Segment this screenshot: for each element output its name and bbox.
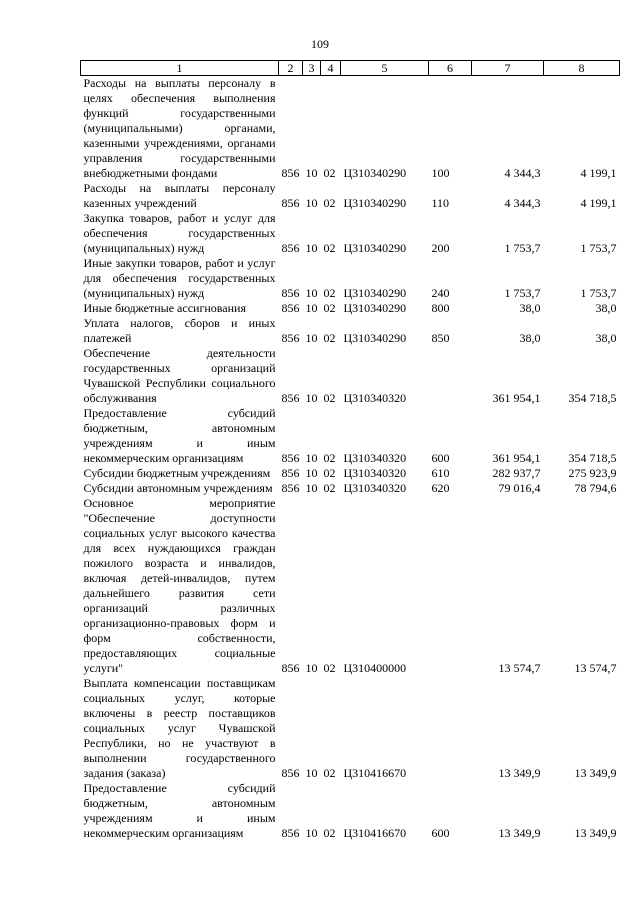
section-code: 10: [305, 451, 318, 465]
section-code: 10: [305, 286, 318, 300]
section-code: 10: [305, 391, 318, 405]
subsection-code: 02: [323, 166, 336, 180]
amount-year-2: 13 574,7: [574, 661, 617, 675]
amount-year-1: 361 954,1: [492, 391, 541, 405]
row-description: Предоставление субсидий бюджетным, автономным учреждениям и иным некоммерческим организациям: [83, 406, 276, 465]
amount-year-1: 1 753,7: [504, 241, 541, 255]
target-article-code: Ц310340290: [343, 331, 407, 345]
admin-code: 856: [281, 286, 300, 300]
section-code: 10: [305, 196, 318, 210]
row-description: Расходы на выплаты персоналу казенных учреждений: [83, 181, 276, 210]
table-row: [81, 316, 620, 346]
column-header: 5: [341, 61, 429, 76]
target-article-code: Ц310340320: [343, 481, 407, 495]
target-article-code: Ц310340290: [343, 166, 407, 180]
amount-year-1: 4 344,3: [504, 166, 541, 180]
admin-code: 856: [281, 661, 300, 675]
table-row: [81, 676, 620, 781]
target-article-code: Ц310416670: [343, 826, 407, 840]
amount-year-1: 13 349,9: [498, 826, 541, 840]
amount-year-1: 4 344,3: [504, 196, 541, 210]
amount-year-2: 13 349,9: [574, 766, 617, 780]
subsection-code: 02: [323, 466, 336, 480]
page-number: 109: [311, 37, 329, 51]
amount-year-1: 38,0: [519, 331, 541, 345]
table-header: [81, 61, 620, 76]
amount-year-1: 79 016,4: [498, 481, 541, 495]
table-row: [81, 466, 620, 481]
row-description: Основное мероприятие "Обеспечение доступности социальных услуг высокого качества для всех нуждающихся граждан пожилого возраста и инвалидов, включая детей-инвалидов, путем дальнейшего развития сети организаций различных организационно-правовых форм и форм собственности, предоставляющих социальные услуги": [83, 496, 276, 675]
amount-year-2: 275 923,9: [568, 466, 617, 480]
budget-table: [80, 60, 620, 841]
amount-year-1: 13 574,7: [498, 661, 541, 675]
column-header: 8: [544, 61, 620, 76]
admin-code: 856: [281, 331, 300, 345]
admin-code: 856: [281, 766, 300, 780]
expense-type-code: 800: [431, 301, 450, 315]
admin-code: 856: [281, 196, 300, 210]
table-row: [81, 346, 620, 406]
expense-type-code: [429, 496, 472, 676]
subsection-code: 02: [323, 451, 336, 465]
target-article-code: Ц310416670: [343, 766, 407, 780]
admin-code: 856: [281, 301, 300, 315]
subsection-code: 02: [323, 241, 336, 255]
table-row: [81, 301, 620, 316]
section-code: 10: [305, 301, 318, 315]
expense-type-code: [429, 346, 472, 406]
amount-year-2: 354 718,5: [568, 391, 617, 405]
column-header: 6: [429, 61, 472, 76]
amount-year-1: 38,0: [519, 301, 541, 315]
row-description: Обеспечение деятельности государственных организаций Чувашской Республики социального обслуживания: [83, 346, 276, 405]
section-code: 10: [305, 766, 318, 780]
amount-year-2: 13 349,9: [574, 826, 617, 840]
row-description: Предоставление субсидий бюджетным, автономным учреждениям и иным некоммерческим организациям: [83, 781, 276, 840]
expense-type-code: 200: [431, 241, 450, 255]
target-article-code: Ц310340290: [343, 301, 407, 315]
target-article-code: Ц310340320: [343, 451, 407, 465]
subsection-code: 02: [323, 301, 336, 315]
row-description: Закупка товаров, работ и услуг для обеспечения государственных (муниципальных) нужд: [83, 211, 276, 255]
table-row: [81, 256, 620, 301]
expense-type-code: 620: [431, 481, 450, 495]
target-article-code: Ц310340290: [343, 196, 407, 210]
row-description: Расходы на выплаты персоналу в целях обеспечения выполнения функций государственными (муниципальными) органами, казенными учреждениями, органами управления государственными внебюджетными фондами: [83, 76, 276, 180]
subsection-code: 02: [323, 826, 336, 840]
section-code: 10: [305, 466, 318, 480]
section-code: 10: [305, 481, 318, 495]
amount-year-2: 1 753,7: [580, 241, 617, 255]
subsection-code: 02: [323, 286, 336, 300]
table-row: [81, 481, 620, 496]
section-code: 10: [305, 661, 318, 675]
amount-year-2: 1 753,7: [580, 286, 617, 300]
admin-code: 856: [281, 466, 300, 480]
subsection-code: 02: [323, 196, 336, 210]
expense-type-code: 100: [431, 166, 450, 180]
admin-code: 856: [281, 826, 300, 840]
amount-year-2: 4 199,1: [580, 166, 617, 180]
admin-code: 856: [281, 481, 300, 495]
table-row: [81, 211, 620, 256]
table-body: [81, 76, 620, 842]
table-row: [81, 76, 620, 182]
amount-year-2: 354 718,5: [568, 451, 617, 465]
subsection-code: 02: [323, 391, 336, 405]
table-row: [81, 406, 620, 466]
expense-type-code: 240: [431, 286, 450, 300]
column-header: 3: [303, 61, 321, 76]
expense-type-code: 110: [431, 196, 450, 210]
subsection-code: 02: [323, 661, 336, 675]
section-code: 10: [305, 241, 318, 255]
row-description: Выплата компенсации поставщикам социальных услуг, которые включены в реестр поставщиков социальных услуг Чувашской Республики, но не участвуют в выполнении государственного задания (заказа): [83, 676, 276, 780]
expense-type-code: 850: [431, 331, 450, 345]
amount-year-2: 38,0: [595, 331, 617, 345]
admin-code: 856: [281, 451, 300, 465]
amount-year-2: 4 199,1: [580, 196, 617, 210]
amount-year-1: 361 954,1: [492, 451, 541, 465]
amount-year-1: 1 753,7: [504, 286, 541, 300]
expense-type-code: 600: [431, 826, 450, 840]
column-header: 2: [279, 61, 303, 76]
target-article-code: Ц310340320: [343, 391, 407, 405]
subsection-code: 02: [323, 331, 336, 345]
column-header: 7: [472, 61, 544, 76]
target-article-code: Ц310340320: [343, 466, 407, 480]
admin-code: 856: [281, 391, 300, 405]
column-header: 4: [321, 61, 341, 76]
expense-type-code: 610: [431, 466, 450, 480]
section-code: 10: [305, 331, 318, 345]
section-code: 10: [305, 166, 318, 180]
section-code: 10: [305, 826, 318, 840]
row-description: Субсидии автономным учреждениям: [83, 481, 273, 495]
subsection-code: 02: [323, 481, 336, 495]
column-header: 1: [81, 61, 279, 76]
amount-year-1: 13 349,9: [498, 766, 541, 780]
table-row: [81, 496, 620, 676]
expense-type-code: [429, 676, 472, 781]
amount-year-2: 38,0: [595, 301, 617, 315]
row-description: Иные бюджетные ассигнования: [83, 301, 246, 315]
row-description: Иные закупки товаров, работ и услуг для обеспечения государственных (муниципальных) нужд: [83, 256, 276, 300]
subsection-code: 02: [323, 766, 336, 780]
amount-year-2: 78 794,6: [574, 481, 617, 495]
admin-code: 856: [281, 166, 300, 180]
row-description: Уплата налогов, сборов и иных платежей: [83, 316, 276, 345]
target-article-code: Ц310400000: [343, 661, 407, 675]
table-row: [81, 181, 620, 211]
target-article-code: Ц310340290: [343, 241, 407, 255]
expense-type-code: 600: [431, 451, 450, 465]
target-article-code: Ц310340290: [343, 286, 407, 300]
table-row: [81, 781, 620, 841]
admin-code: 856: [281, 241, 300, 255]
amount-year-1: 282 937,7: [492, 466, 541, 480]
row-description: Субсидии бюджетным учреждениям: [83, 466, 271, 480]
